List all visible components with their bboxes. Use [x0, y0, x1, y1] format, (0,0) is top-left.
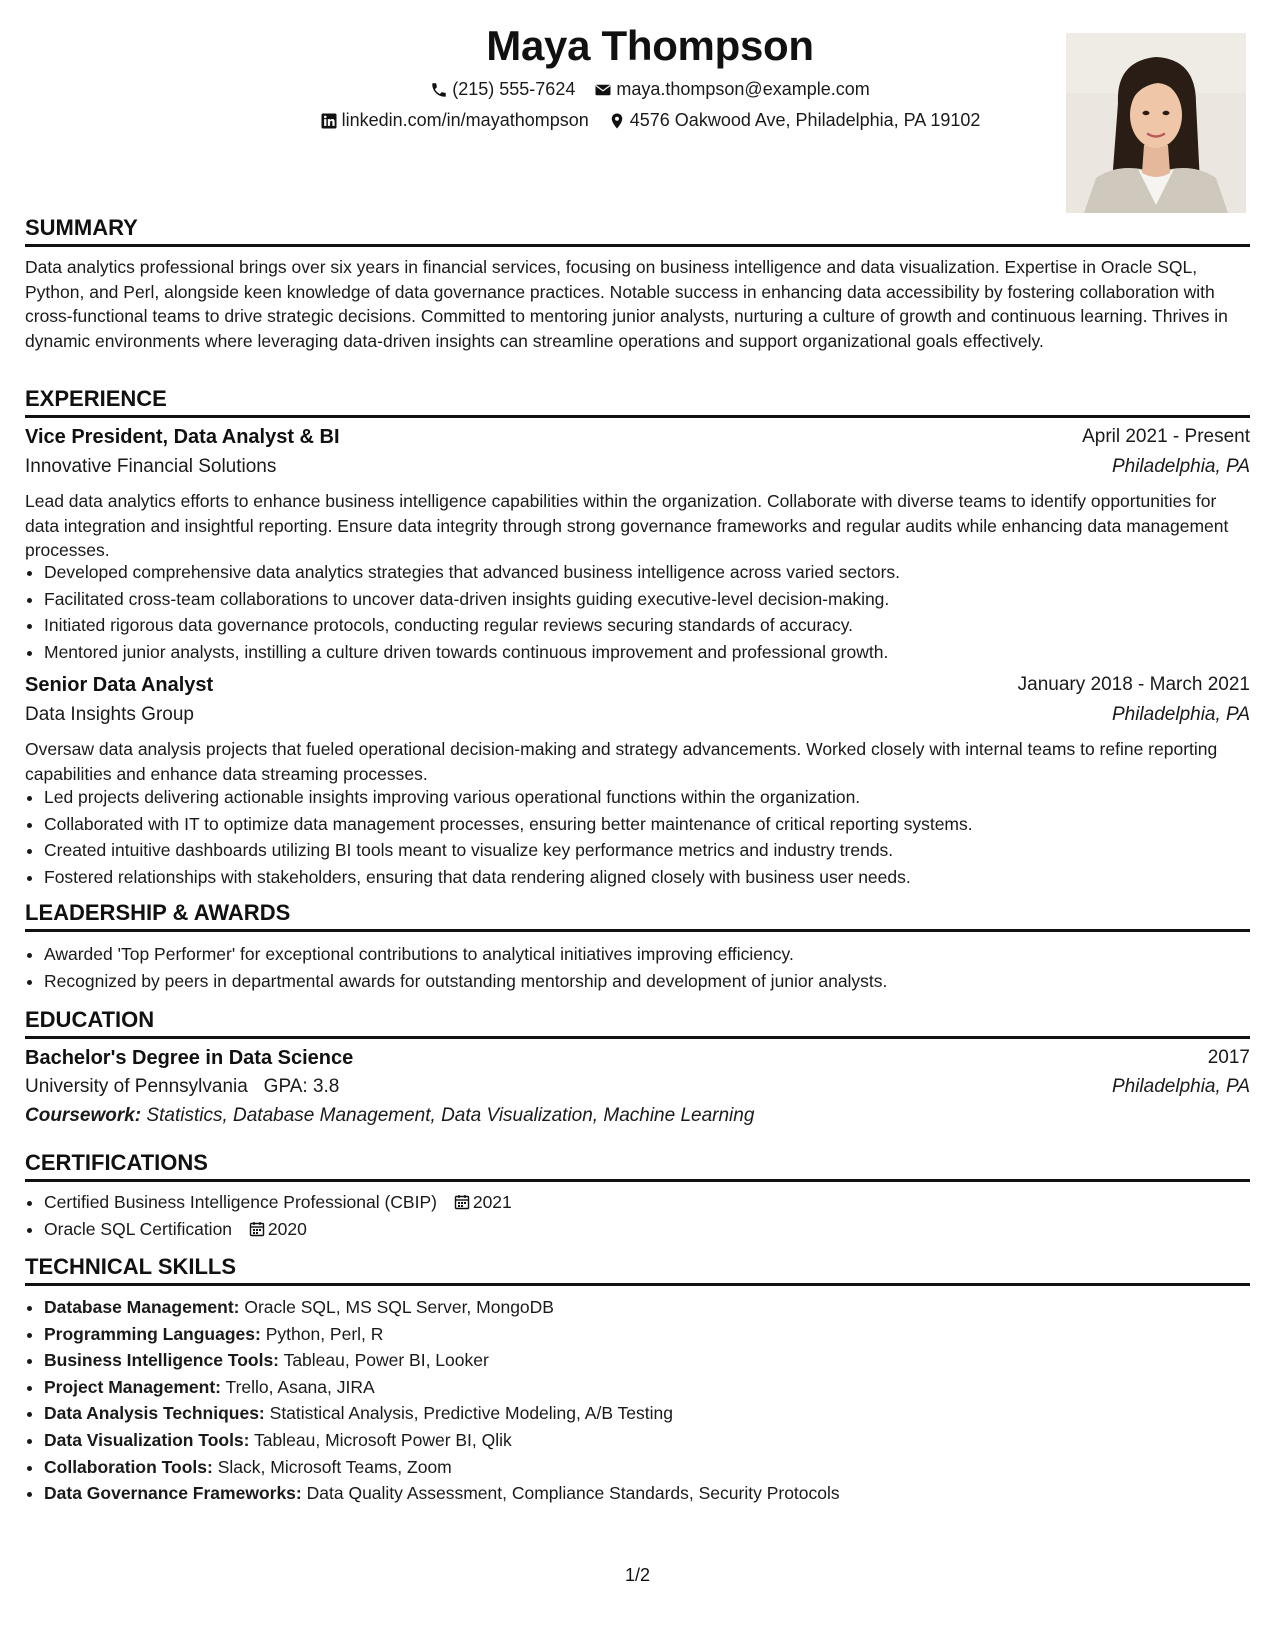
address-text: 4576 Oakwood Ave, Philadelphia, PA 19102 [629, 110, 981, 130]
certification-name: Oracle SQL Certification [44, 1218, 233, 1239]
job-bullets [25, 784, 1269, 890]
list-item [44, 1216, 1269, 1243]
list-item: • Recognized by peers in departmental awards for outstanding mentorship and development of junior analysts. [44, 968, 1269, 995]
list-item: • Created intuitive dashboards utilizing BI tools meant to visualize key performance metrics and industry trends. [44, 837, 1269, 864]
list-item [44, 1480, 1269, 1507]
list-item [44, 1189, 1269, 1216]
job-2-subheader [25, 704, 1250, 730]
degree-title: Bachelor's Degree in Data Science [25, 1047, 354, 1069]
job-dates: January 2018 - March 2021 [1017, 674, 1250, 695]
list-item: • Mentored junior analysts, instilling a culture driven towards continuous improvement and professional growth. [44, 639, 1269, 666]
map-pin-icon [608, 112, 626, 130]
linkedin-text[interactable]: linkedin.com/in/mayathompson [341, 110, 589, 130]
list-item [44, 1400, 1269, 1427]
leadership-heading: LEADERSHIP & AWARDS [25, 900, 1250, 932]
skill-value: Statistical Analysis, Predictive Modeling, A/B Testing [269, 1403, 673, 1424]
job-1-subheader [25, 456, 1250, 482]
job-company: Innovative Financial Solutions [25, 456, 277, 477]
school-name: University of Pennsylvania [25, 1076, 248, 1097]
skills-list [25, 1294, 1269, 1507]
skill-value: Trello, Asana, JIRA [225, 1376, 375, 1397]
coursework-text: Statistics, Database Management, Data Visualization, Machine Learning [146, 1105, 755, 1126]
calendar-icon [454, 1194, 470, 1210]
skill-value: Data Quality Assessment, Compliance Standards, Security Protocols [306, 1483, 840, 1504]
summary-text: Data analytics professional brings over six years in financial services, focusing on business intelligence and data visualization. Expertise in Oracle SQL, Python, and Perl, alongside keen knowledge of data governance practices. Notable success in enhancing data accessibility by fostering collaboration with cross-functional teams to drive strategic decisions. Committed to mentoring junior analysts, nurturing a culture of growth and continuous learning. Thrives in dynamic environments where leveraging data-driven insights can streamline operations and support organizational goals effectively. [25, 257, 1228, 351]
skill-label: Project Management: [44, 1376, 221, 1397]
skill-value: Slack, Microsoft Teams, Zoom [217, 1456, 452, 1477]
job-2-header [25, 674, 1250, 700]
job-company: Data Insights Group [25, 704, 194, 725]
school-line [25, 1076, 339, 1098]
education-header [25, 1047, 1250, 1073]
coursework-line [25, 1105, 1250, 1131]
list-item: • Collaborated with IT to optimize data management processes, ensuring better maintenance of critical reporting systems. [44, 811, 1269, 838]
skill-label: Programming Languages: [44, 1323, 261, 1344]
profile-photo [1066, 33, 1246, 213]
list-item [44, 1294, 1269, 1321]
skill-value: Tableau, Microsoft Power BI, Qlik [254, 1429, 512, 1450]
certification-name: Certified Business Intelligence Professional (CBIP) [44, 1192, 437, 1212]
email-text[interactable]: maya.thompson@example.com [616, 79, 870, 99]
certification-year: 2021 [472, 1192, 512, 1212]
gpa: GPA: 3.8 [263, 1076, 340, 1097]
list-item [44, 1454, 1269, 1481]
list-item [44, 1347, 1269, 1374]
address-contact [608, 110, 981, 131]
list-item: • Awarded 'Top Performer' for exceptional contributions to analytical initiatives improving efficiency. [44, 941, 1269, 968]
list-item: • Fostered relationships with stakeholders, ensuring that data rendering aligned closely with business user needs. [44, 864, 1269, 891]
skill-label: Data Visualization Tools: [44, 1429, 250, 1450]
skill-label: Data Analysis Techniques: [44, 1403, 265, 1424]
list-item: • Facilitated cross-team collaborations to uncover data-driven insights guiding executive-level decision-making. [44, 586, 1269, 613]
list-item: • Initiated rigorous data governance protocols, conducting regular reviews securing standards of accuracy. [44, 612, 1269, 639]
phone-contact [430, 79, 575, 100]
page-number: 1/2 [624, 1565, 651, 1585]
list-item [44, 1427, 1269, 1454]
skill-value: Oracle SQL, MS SQL Server, MongoDB [244, 1297, 554, 1317]
list-item: • Developed comprehensive data analytics strategies that advanced business intelligence across varied sectors. [44, 559, 1269, 586]
education-heading: EDUCATION [25, 1007, 1250, 1039]
summary-heading: SUMMARY [25, 215, 1250, 247]
job-title: Senior Data Analyst [25, 674, 214, 696]
skill-label: Database Management: [44, 1297, 240, 1317]
job-location: Philadelphia, PA [1111, 456, 1250, 477]
email-contact[interactable] [594, 79, 869, 100]
envelope-icon [594, 81, 612, 99]
job-bullets [25, 559, 1269, 665]
certification-year: 2020 [267, 1218, 307, 1239]
job-description: Oversaw data analysis projects that fueled operational decision-making and strategy advancements. Worked closely with internal teams to refine reporting capabilities and enhance data streaming processes. [25, 739, 1218, 784]
list-item [44, 1374, 1269, 1401]
school-location: Philadelphia, PA [1111, 1076, 1250, 1097]
job-description: Lead data analytics efforts to enhance business intelligence capabilities within the organization. Collaborate with diverse teams to identify opportunities for data integration and insightful reporting. Ensure data integrity through strong governance frameworks and regular audits while enhancing data management processes. [25, 491, 1229, 560]
education-subheader [25, 1076, 1250, 1102]
experience-heading: EXPERIENCE [25, 386, 1250, 418]
skill-label: Data Governance Frameworks: [44, 1483, 302, 1504]
calendar-icon [249, 1221, 265, 1237]
coursework-label: Coursework: [25, 1105, 142, 1126]
job-dates: April 2021 - Present [1082, 426, 1250, 447]
certifications-heading: CERTIFICATIONS [25, 1150, 1250, 1182]
candidate-name: Maya Thompson [486, 22, 814, 69]
leadership-list [25, 941, 1269, 994]
linkedin-contact[interactable] [320, 110, 589, 131]
list-item [44, 1321, 1269, 1348]
job-1-header [25, 426, 1250, 452]
skill-label: Business Intelligence Tools: [44, 1350, 280, 1371]
linkedin-icon [320, 112, 338, 130]
skills-heading: TECHNICAL SKILLS [25, 1254, 1250, 1286]
skill-label: Collaboration Tools: [44, 1456, 213, 1477]
list-item: • Led projects delivering actionable insights improving various operational functions within the organization. [44, 784, 1269, 811]
graduation-year: 2017 [1207, 1047, 1250, 1068]
skill-value: Python, Perl, R [265, 1323, 384, 1344]
job-title: Vice President, Data Analyst & BI [25, 426, 340, 448]
phone-icon [430, 81, 448, 99]
skill-value: Tableau, Power BI, Looker [283, 1350, 489, 1371]
phone-text: (215) 555-7624 [452, 79, 576, 99]
certifications-list [25, 1189, 1269, 1242]
job-location: Philadelphia, PA [1111, 704, 1250, 725]
